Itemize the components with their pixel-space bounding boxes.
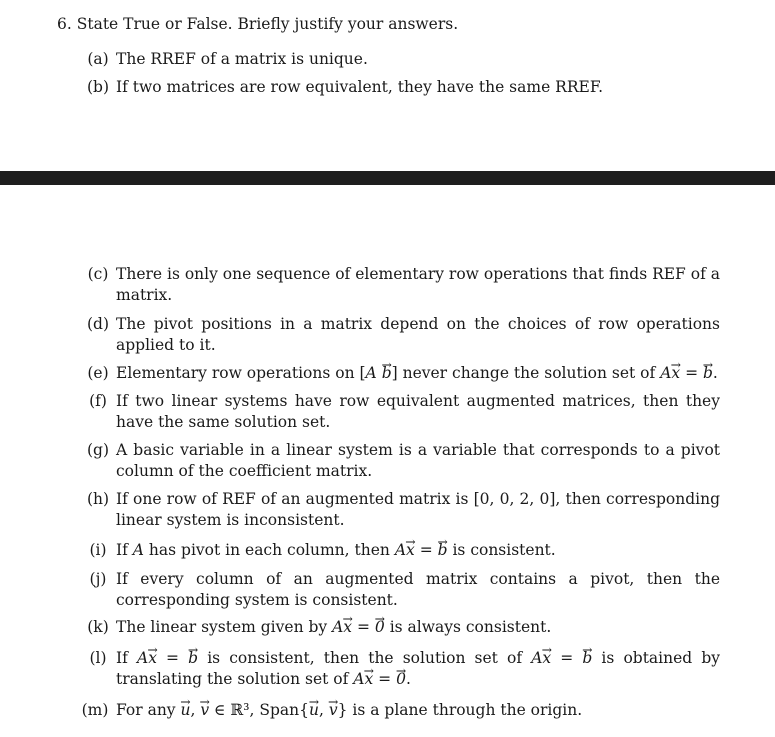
question-number: 6. (57, 15, 72, 33)
item-text: There is only one sequence of elementary row operations that finds REF of a matrix. (116, 265, 720, 304)
item-text: The pivot positions in a matrix depend on the choices of row operations applied to it. (116, 315, 720, 354)
item-text: If A has pivot in each column, then A→ x = → b is consistent. (116, 540, 720, 561)
item-text: If every column of an augmented matrix contains a pivot, then the corresponding system is consistent. (116, 570, 720, 609)
item-label: (a) (87, 50, 109, 68)
list-item-m (80, 700, 720, 721)
list-item-d (80, 314, 720, 356)
item-text: The RREF of a matrix is unique. (116, 50, 368, 68)
list-item-e (80, 363, 720, 384)
item-label: (j) (89, 570, 107, 588)
item-label: (m) (81, 701, 109, 719)
item-text: If A→ x = → b is consistent, then the solution set of A→ x = → b is obtained by translating the solution set of A→ x = → 0. (116, 648, 720, 690)
item-text: The linear system given by A→ x = → 0 is always consistent. (116, 617, 720, 638)
item-label: (e) (87, 364, 109, 382)
item-label: (l) (89, 649, 107, 667)
item-label: (i) (89, 541, 107, 559)
item-label: (b) (86, 78, 110, 96)
list-item-k (80, 617, 720, 638)
list-item-b (80, 77, 720, 98)
item-text: If one row of REF of an augmented matrix is [0, 0, 2, 0], then corresponding linear system is inconsistent. (116, 490, 720, 529)
list-item-f (80, 391, 720, 433)
list-item-l (80, 648, 720, 690)
list-item-a (80, 49, 720, 70)
list-item-j (80, 569, 720, 611)
item-text: If two linear systems have row equivalent augmented matrices, then they have the same solution set. (116, 392, 720, 431)
list-item-c (80, 264, 720, 306)
item-label: (h) (86, 490, 110, 508)
page-divider (0, 171, 775, 185)
list-item-i (80, 540, 720, 561)
item-label: (c) (87, 265, 109, 283)
item-text: If two matrices are row equivalent, they have the same RREF. (116, 78, 604, 96)
item-text: A basic variable in a linear system is a variable that corresponds to a pivot column of the coefficient matrix. (116, 441, 720, 480)
list-item-h (80, 489, 720, 531)
question-header (57, 14, 458, 34)
question-prompt: State True or False. Briefly justify your answers. (76, 15, 459, 33)
item-label: (f) (89, 392, 107, 410)
item-label: (g) (86, 441, 110, 459)
item-text: Elementary row operations on [A → b] never change the solution set of A→ x = → b. (116, 363, 720, 384)
list-item-g (80, 440, 720, 482)
item-label: (d) (86, 315, 110, 333)
item-label: (k) (87, 618, 109, 636)
item-text: For any → u, → v ∈ ℝ³, Span{→ u, → v} is a plane through the origin. (116, 700, 720, 721)
